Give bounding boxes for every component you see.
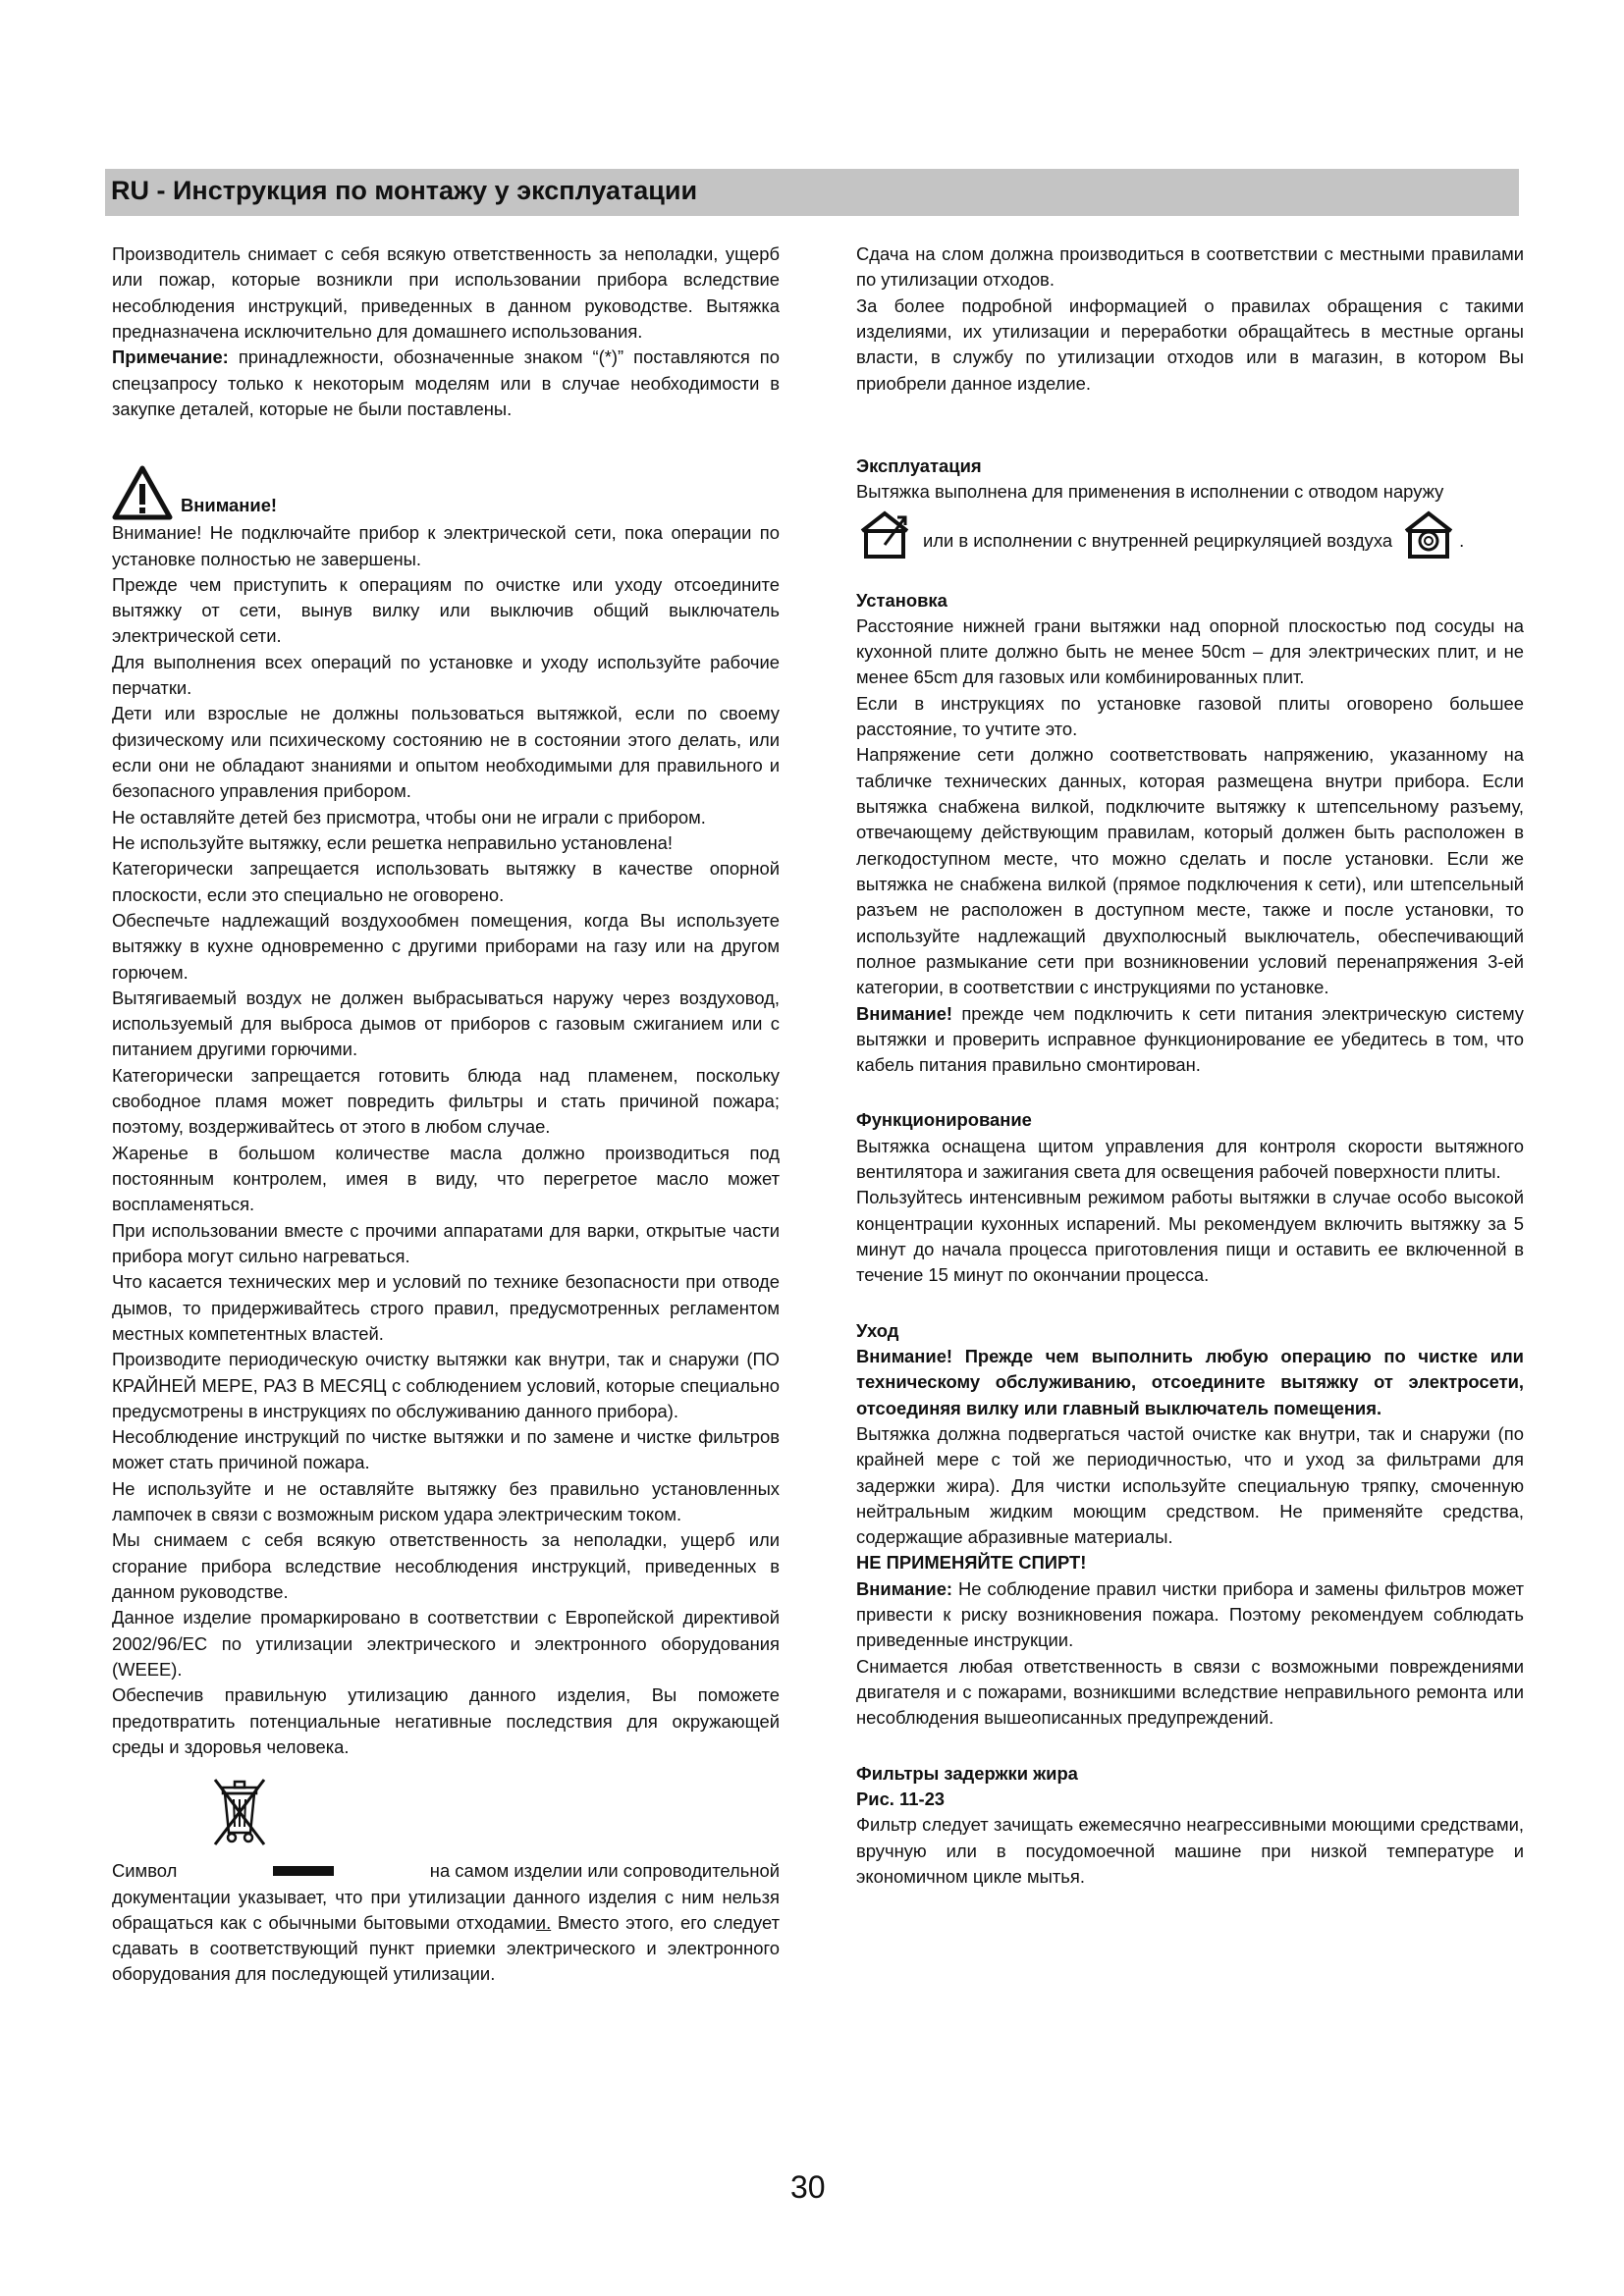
- warning-p6: Не используйте вытяжку, если решетка неправильно установлена!: [112, 831, 673, 853]
- disposal-p2: За более подробной информацией о правилах обращения с такими изделиями, их утилизации и переработки обращайтесь в местные органы власти, в службу по утилизации отходов или в магазин, в котором Вы приобрели данное изделие.: [856, 294, 1524, 394]
- left-column: [112, 241, 780, 1988]
- note-label: Примечание:: [112, 347, 229, 368]
- warning-p13: Что касается технических мер и условий по технике безопасности при отводе дымов, то придерживайтесь строго правил, предусмотренных регламентом местных компетентных властей.: [112, 1271, 780, 1344]
- warning-p1: Внимание! Не подключайте прибор к электрической сети, пока операции по установке полностью не завершены.: [112, 522, 780, 569]
- install-p1: Расстояние нижней грани вытяжки над опорной плоскостью под сосуды на кухонной плите должно быть не менее 50cm – для электрических плит, и не менее 65cm для газовых или комбинированных плит.: [856, 614, 1524, 688]
- use-heading: Эксплуатация: [856, 454, 982, 476]
- care-p2: [856, 1576, 1524, 1654]
- care-attention-text: Не соблюдение правил чистки прибора и замены фильтров может привести к риску возникновения пожара. Поэтому рекомендуем соблюдать приведенные инструкции.: [856, 1577, 1524, 1651]
- care-p3: Снимается любая ответственность в связи с возможными повреждениями двигателя и с пожарами, возникшими вследствие неправильного ремонта или несоблюдения вышеописанных предупреждений.: [856, 1655, 1524, 1729]
- filters-figure-ref: Рис. 11-23: [856, 1788, 946, 1809]
- func-p2: Пользуйтесь интенсивным режимом работы вытяжки в случае особо высокой концентрации кухонных испарений. Мы рекомендуем включить вытяжку за 5 минут до начала процесса приготовления пищи и оставить ее включенной в течение 15 минут по окончании процесса.: [856, 1187, 1524, 1286]
- use-icons-line: [856, 509, 1524, 559]
- weee-symbol: [205, 1774, 780, 1852]
- weee-p18: Данное изделие промаркировано в соответствии с Европейской директивой 2002/96/EC по утилизации электрического и электронного оборудования (WEEE).: [112, 1607, 780, 1680]
- care-heading: Уход: [856, 1319, 899, 1341]
- install-p4: [856, 1001, 1524, 1079]
- weee-p19: Обеспечив правильную утилизацию данного изделия, Вы поможете предотвратить потенциальные негативные последствия для окружающей среды и здоровья человека.: [112, 1684, 780, 1757]
- install-p2: Если в инструкциях по установке газовой плиты оговорено большее расстояние, то учтите это.: [856, 692, 1524, 740]
- note-text: принадлежности, обозначенные знаком “(*)” поставляются по спецзапросу только к некоторым моделям или в случае необходимости в закупке деталей, которые не были поставлены.: [112, 347, 780, 419]
- disposal-p1: Сдача на слом должна производиться в соответствии с местными правилами по утилизации отходов.: [856, 243, 1524, 291]
- install-warning-text: прежде чем подключить к сети питания электрическую систему вытяжки и проверить исправное функционирование ее убедитесь в том, что кабель питания правильно смонтирован.: [856, 1002, 1524, 1076]
- func-heading: Функционирование: [856, 1109, 1032, 1131]
- warning-p14: Производите периодическую очистку вытяжки как внутри, так и снаружи (ПО КРАЙНЕЙ МЕРЕ, РАЗ В МЕСЯЦ с соблюдением условий, которые специально предусмотрены в инструкциях по обслуживанию данного прибора).: [112, 1349, 780, 1421]
- care-p1: Вытяжка должна подвергаться частой очистке как внутри, так и снаружи (по крайней мере с той же периодичностью, что и уход за фильтрами для задержки жира). Для чистки используйте специальную тряпку, смоченную нейтральным жидким моющим средством. Не применяйте средства, содержащие абразивные материалы.: [856, 1422, 1524, 1548]
- warning-p9: Вытягиваемый воздух не должен выбрасываться наружу через воздуховод, используемый для выброса дымов от приборов с газовым сжиганием или с питанием другими горючими.: [112, 987, 780, 1060]
- symbol-rest1: на самом изделии или сопроводительной: [429, 1860, 780, 1882]
- use-text2-end: .: [1459, 530, 1465, 552]
- intro-paragraph: Производитель снимает с себя всякую ответственность за неполадки, ущерб или пожар, которые возникли при использовании прибора вследствие несоблюдения инструкций, приведенных в данном руководстве. Вытяжка предназначена исключительно для домашнего использования.: [112, 243, 780, 342]
- section-header: [105, 169, 1519, 216]
- page-number: 30: [790, 2169, 826, 2205]
- warning-p5: Не оставляйте детей без присмотра, чтобы они не играли с прибором.: [112, 806, 706, 828]
- filters-text: Фильтр следует зачищать ежемесячно неагрессивными моющими средствами, вручную или в посудомоечной машине при низкой температуре и экономичном цикле мытья.: [856, 1814, 1524, 1887]
- warning-p3: Для выполнения всех операций по установке и уходу используйте рабочие перчатки.: [112, 651, 780, 699]
- warning-p8: Обеспечьте надлежащий воздухообмен помещения, когда Вы используете вытяжку в кухне одновременно с другими приборами на газу или на другом горючем.: [112, 909, 780, 983]
- warning-p10: Категорически запрещается готовить блюда над пламенем, поскольку свободное пламя может повредить фильтры и стать причиной пожара; поэтому, воздерживайтесь от этого в любом случае.: [112, 1064, 780, 1138]
- warning-heading: Внимание!: [181, 494, 278, 515]
- warning-p4: Дети или взрослые не должны пользоваться вытяжкой, если по своему физическому или психическому состоянию не в состоянии этого делать, или если они не обладают знаниями и опытом необходимыми для правильного и безопасного управления прибором.: [112, 703, 780, 802]
- note-paragraph: [112, 345, 780, 422]
- symbol-word: Символ: [112, 1860, 178, 1882]
- black-bar-symbol: [273, 1866, 334, 1876]
- page-title: RU - Инструкция по монтажу у эксплуатации: [111, 176, 698, 205]
- symbol-rest2: документации указывает, что при утилизации данного изделия с ним нельзя обращаться как с обычными бытовыми отходами: [112, 1886, 780, 1933]
- crossed-bin-icon: [205, 1774, 274, 1850]
- exhaust-mode-icon: [856, 509, 913, 559]
- symbol-underlined: и.: [535, 1911, 552, 1933]
- install-p3: Напряжение сети должно соответствовать напряжению, указанному на табличке технических данных, которая размещена внутри прибора. Если вытяжка снабжена вилкой, подключите вытяжку к штепсельному разъему, отвечающему действующим правилам, который должен быть расположен в легкодоступном месте, что можно сделать и после установки. Если же вытяжка не снабжена вилкой (прямое подключения к сети), или штепсельный разъем не расположен в доступном месте, также и после установки, то используйте надлежащий двухполюсный выключатель, обеспечивающий полное размыкание сети при возникновении условий перенапряжения 3-ей категории, в соответствии с инструкциями по установке.: [856, 744, 1524, 998]
- warning-header: [112, 461, 780, 520]
- warning-p15: Несоблюдение инструкций по чистке вытяжки и по замене и чистке фильтров может стать причиной пожара.: [112, 1426, 780, 1473]
- symbol-rest3: Вместо этого, его следует сдавать в соответствующий пункт приемки электрического и электронного оборудования для последующей утилизации.: [112, 1911, 781, 1985]
- use-text: Вытяжка выполнена для применения в исполнении с отводом наружу: [856, 481, 1444, 503]
- warning-triangle-icon: [112, 465, 173, 520]
- care-attention-label: Внимание:: [856, 1577, 953, 1599]
- install-heading: Установка: [856, 589, 947, 611]
- filters-heading: Фильтры задержки жира: [856, 1762, 1078, 1784]
- warning-p7: Категорически запрещается использовать вытяжку в качестве опорной плоскости, если это специально не оговорено.: [112, 858, 780, 905]
- symbol-paragraph: [112, 1885, 780, 1988]
- recirculation-mode-icon: [1400, 509, 1457, 559]
- care-no-alcohol: НЕ ПРИМЕНЯЙТЕ СПИРТ!: [856, 1552, 1087, 1574]
- install-warning-label: Внимание!: [856, 1002, 953, 1024]
- warning-p2: Прежде чем приступить к операциям по очистке или уходу отсоедините вытяжку от сети, вынув вилку или выключив общий выключатель электрической сети.: [112, 573, 780, 647]
- warning-p16: Не используйте и не оставляйте вытяжку без правильно установленных лампочек в связи с возможным риском удара электрическим током.: [112, 1477, 780, 1525]
- func-p1: Вытяжка оснащена щитом управления для контроля скорости вытяжного вентилятора и зажигания света для освещения рабочей поверхности плиты.: [856, 1135, 1524, 1183]
- warning-p17: Мы снимаем с себя всякую ответственность за неполадки, ущерб или сгорание прибора вследствие несоблюдения инструкций, приведенных в данном руководстве.: [112, 1529, 780, 1602]
- care-warning: Внимание! Прежде чем выполнить любую операцию по чистке или техническому обслуживанию, отсоедините вытяжку от электросети, отсоединяя вилку или главный выключатель помещения.: [856, 1345, 1524, 1418]
- warning-p11: Жаренье в большом количестве масла должно производиться под постоянным контролем, имея в виду, что перегретое масло может воспламеняться.: [112, 1142, 780, 1215]
- right-column: [856, 241, 1524, 1890]
- symbol-line: [112, 1858, 780, 1884]
- warning-p12: При использовании вместе с прочими аппаратами для варки, открытые части прибора могут сильно нагреваться.: [112, 1219, 780, 1266]
- use-text2: или в исполнении с внутренней рециркуляцией воздуха: [923, 530, 1393, 552]
